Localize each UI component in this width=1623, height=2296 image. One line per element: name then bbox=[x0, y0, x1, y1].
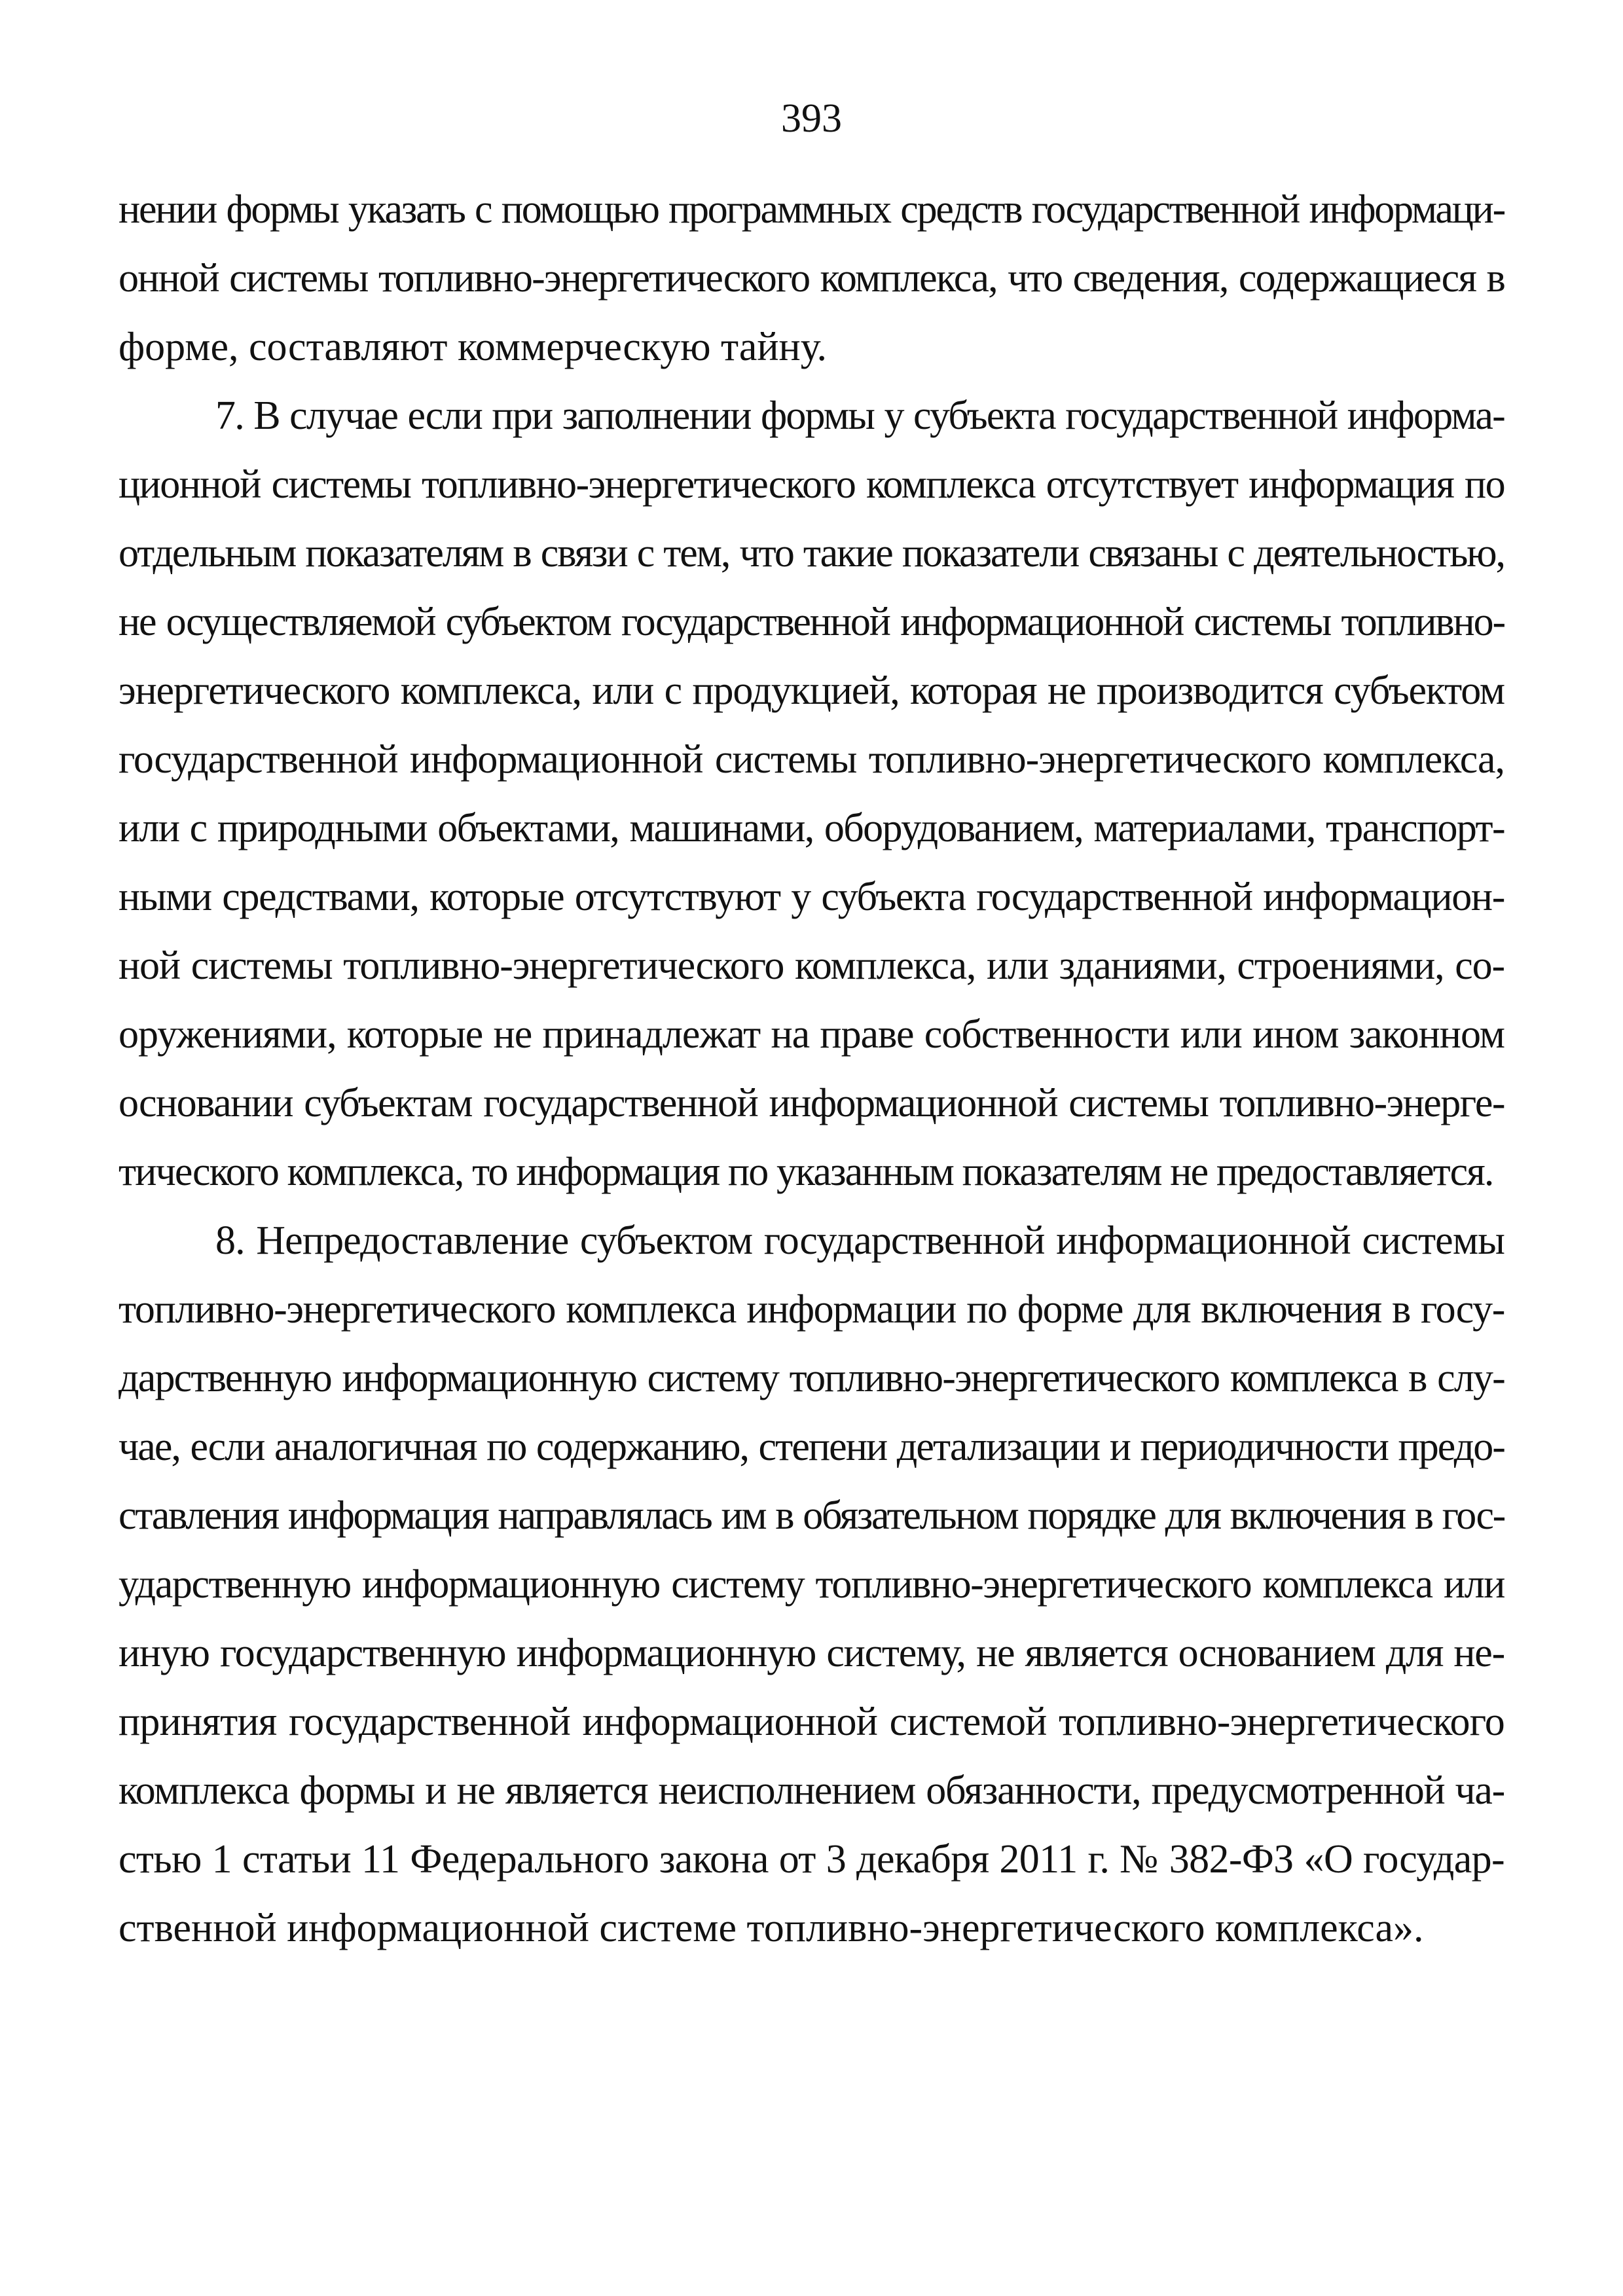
text-line: дарственную информационную систему топливно-энергетического комплекса в слу- bbox=[119, 1356, 1504, 1400]
paragraph-item-7 bbox=[119, 382, 1504, 1207]
text-line: ными средствами, которые отсутствуют у субъекта государственной информацион- bbox=[119, 875, 1504, 919]
text-line: основании субъектам государственной информационной системы топливно-энерге- bbox=[119, 1081, 1504, 1125]
text-line: тического комплекса, то информация по указанным показателям не предоставляется. bbox=[119, 1150, 1493, 1194]
text-line: иную государственную информационную систему, не является основанием для не- bbox=[119, 1631, 1504, 1675]
text-line: 8. Непредоставление субъектом государственной информационной системы bbox=[215, 1218, 1504, 1263]
text-line: энергетического комплекса, или с продукцией, которая не производится субъектом bbox=[119, 668, 1504, 713]
text-line: государственной информационной системы топливно-энергетического комплекса, bbox=[119, 737, 1504, 782]
text-line: комплекса формы и не является неисполнением обязанности, предусмотренной ча- bbox=[119, 1768, 1504, 1813]
text-line: чае, если аналогичная по содержанию, степени детализации и периодичности предо- bbox=[119, 1425, 1504, 1469]
text-line: ставления информация направлялась им в обязательном порядке для включения в гос- bbox=[119, 1493, 1504, 1538]
text-line: топливно-энергетического комплекса информации по форме для включения в госу- bbox=[119, 1287, 1504, 1332]
text-line: оружениями, которые не принадлежат на праве собственности или ином законном bbox=[119, 1012, 1504, 1057]
text-line: не осуществляемой субъектом государственной информационной системы топливно- bbox=[119, 600, 1504, 644]
text-line: 7. В случае если при заполнении формы у субъекта государственной информа- bbox=[215, 393, 1504, 438]
text-line: стью 1 статьи 11 Федерального закона от 3 декабря 2011 г. № 382-ФЗ «О государ- bbox=[119, 1837, 1504, 1882]
page-number: 393 bbox=[781, 96, 842, 141]
paragraph-item-8 bbox=[119, 1207, 1504, 1963]
text-line: нении формы указать с помощью программных средств государственной информаци- bbox=[119, 187, 1504, 232]
document-body bbox=[119, 175, 1504, 1963]
text-line: принятия государственной информационной системой топливно-энергетического bbox=[119, 1700, 1504, 1744]
text-line: ной системы топливно-энергетического комплекса, или зданиями, строениями, со- bbox=[119, 943, 1504, 988]
paragraph-continuation bbox=[119, 175, 1504, 382]
text-line: ственной информационной системе топливно-энергетического комплекса». bbox=[119, 1906, 1424, 1950]
text-line: ционной системы топливно-энергетического комплекса отсутствует информация по bbox=[119, 462, 1504, 507]
text-line: или с природными объектами, машинами, оборудованием, материалами, транспорт- bbox=[119, 806, 1504, 850]
text-line: форме, составляют коммерческую тайну. bbox=[119, 325, 828, 369]
text-line: отдельным показателям в связи с тем, что такие показатели связаны с деятельностью, bbox=[119, 531, 1504, 575]
text-line: ударственную информационную систему топливно-энергетического комплекса или bbox=[119, 1562, 1504, 1607]
text-line: онной системы топливно-энергетического комплекса, что сведения, содержащиеся в bbox=[119, 256, 1504, 301]
